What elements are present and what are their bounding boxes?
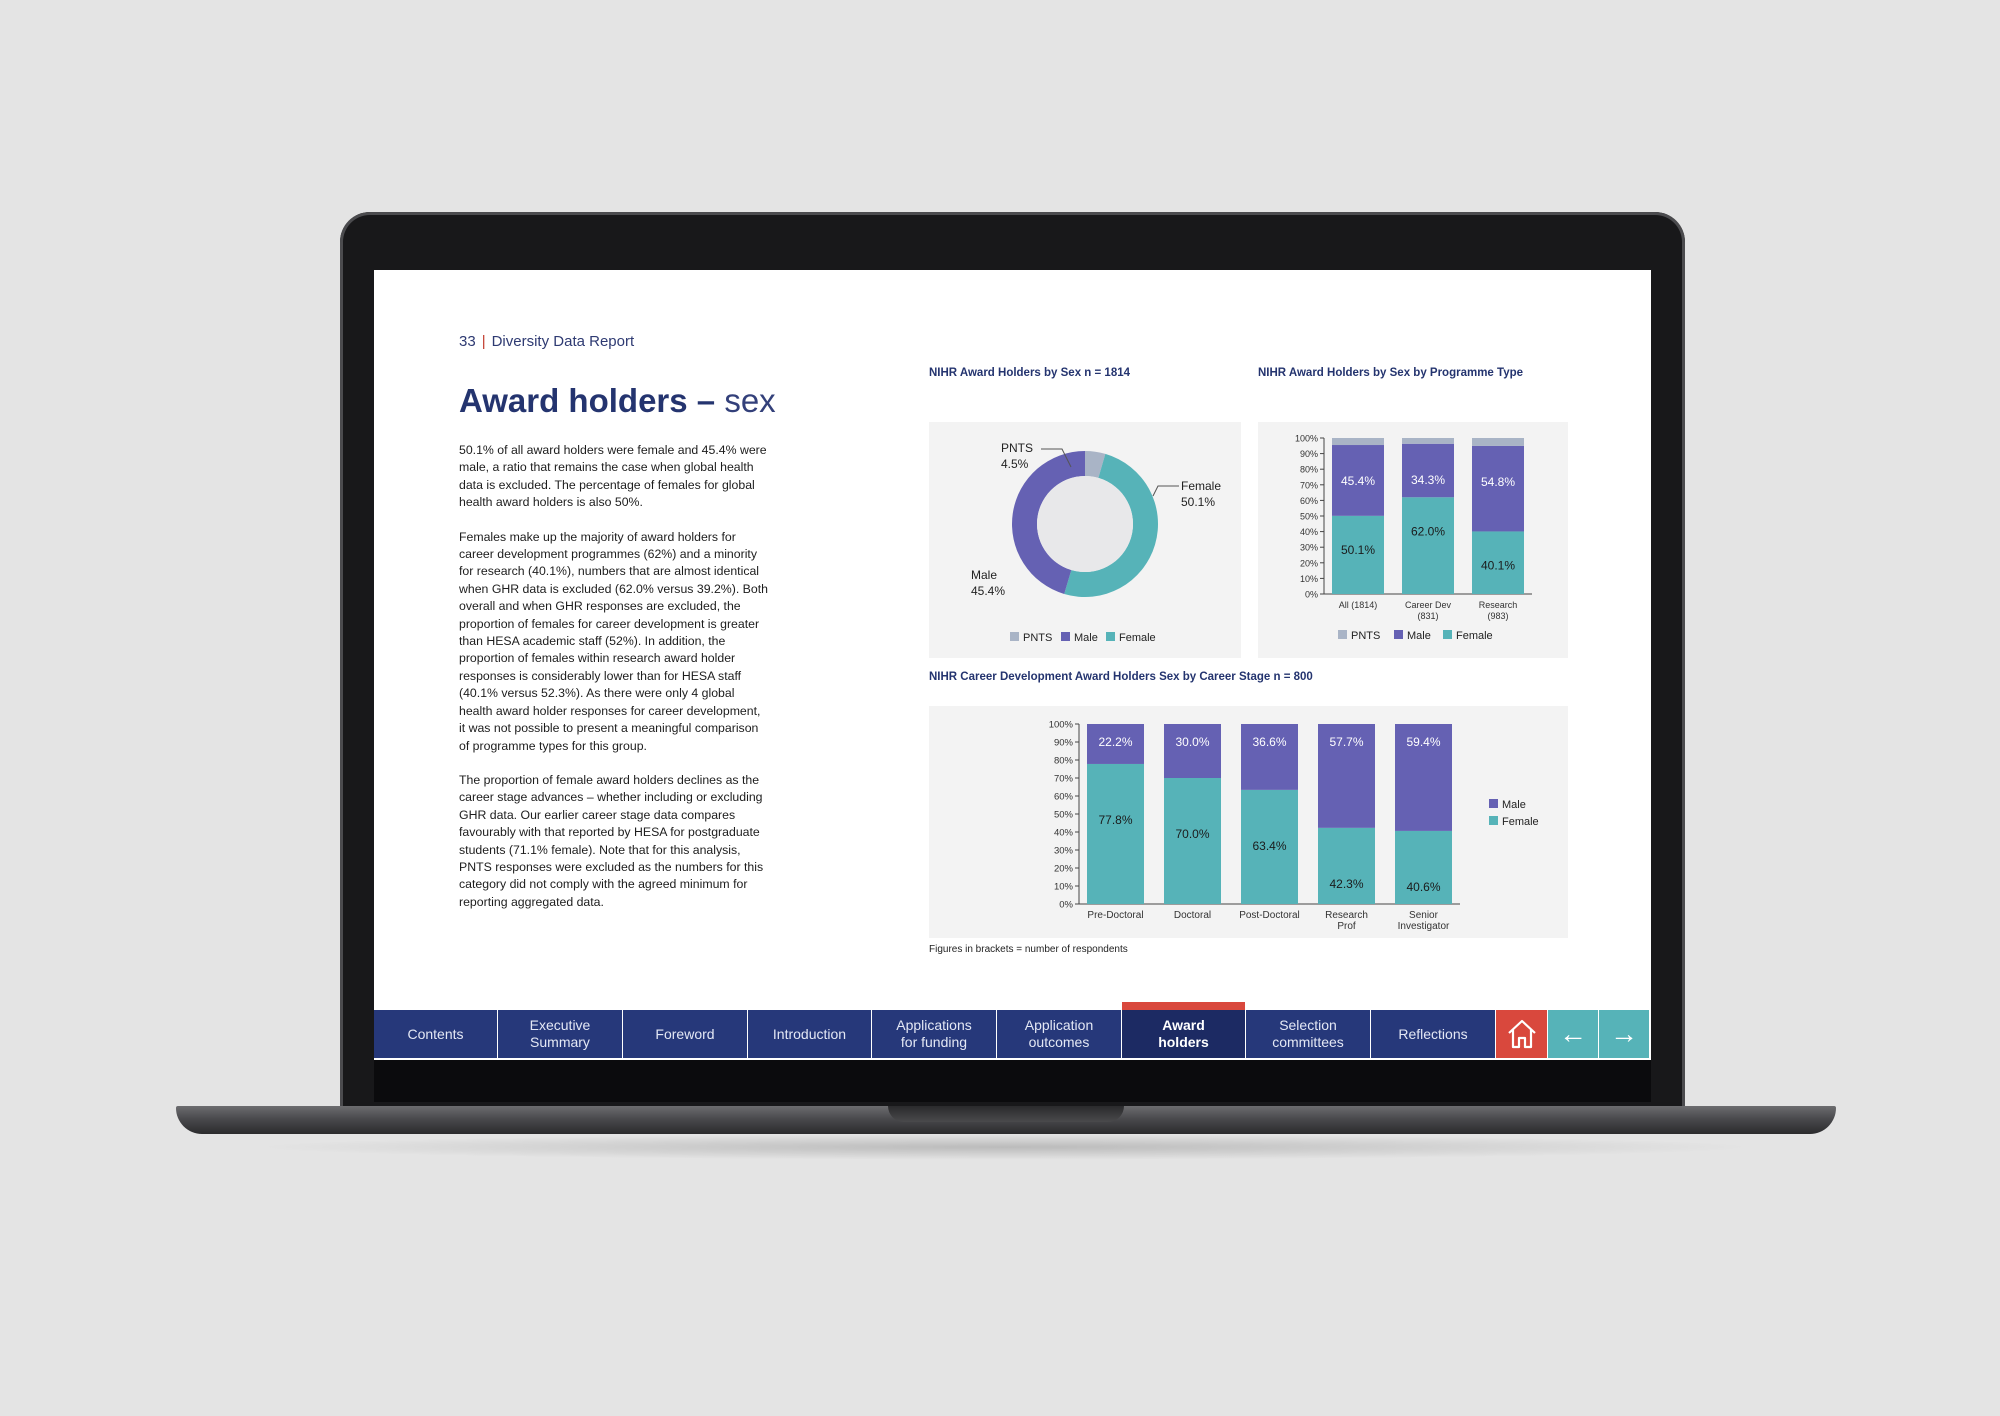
donut-chart bbox=[929, 422, 1241, 658]
body-text bbox=[459, 442, 769, 928]
x-category-label: Research bbox=[1478, 600, 1518, 610]
legend-swatch-pnts bbox=[1338, 630, 1347, 639]
career-chart bbox=[929, 706, 1568, 938]
x-category-label: Research bbox=[1325, 910, 1368, 921]
legend-label-female: Female bbox=[1502, 816, 1539, 828]
nav-selection-committees[interactable]: Selection committees bbox=[1246, 1010, 1371, 1058]
next-button[interactable] bbox=[1599, 1010, 1650, 1058]
page-title-main: Award holders – bbox=[459, 382, 716, 419]
y-tick-label: 100% bbox=[1294, 433, 1318, 444]
y-tick-label: 40% bbox=[1299, 527, 1318, 538]
header-separator: | bbox=[481, 333, 486, 350]
x-category-label: All (1814) bbox=[1338, 600, 1378, 610]
bar-value-label: 45.4% bbox=[1340, 474, 1376, 489]
bar-value-label: 40.1% bbox=[1480, 558, 1516, 573]
y-tick-label: 60% bbox=[1299, 495, 1318, 506]
bar-value-label: 50.1% bbox=[1340, 542, 1376, 557]
x-category-label: (831) bbox=[1417, 611, 1439, 621]
donut-value-male: 45.4% bbox=[971, 584, 1006, 598]
legend-swatch-male bbox=[1489, 799, 1498, 808]
y-tick-label: 30% bbox=[1299, 542, 1318, 553]
bar-segment-female bbox=[1087, 764, 1144, 904]
donut-value-female: 50.1% bbox=[1181, 495, 1216, 509]
home-icon bbox=[1505, 1018, 1539, 1050]
paragraph: 50.1% of all award holders were female and 45.4% were male, a ratio that remains the case when global health data is excluded. The percentage of females for global health award holders is also 50%. bbox=[459, 443, 767, 510]
bar-segment-female bbox=[1164, 778, 1221, 904]
bar-value-label: 70.0% bbox=[1175, 827, 1210, 841]
bar-value-label: 62.0% bbox=[1410, 524, 1446, 539]
legend-label-pnts: PNTS bbox=[1023, 632, 1053, 644]
career-chart-panel bbox=[929, 706, 1568, 938]
y-tick-label: 90% bbox=[1299, 449, 1318, 460]
laptop-notch bbox=[888, 1106, 1124, 1122]
donut-label-pnts: PNTS bbox=[1001, 441, 1034, 455]
arrow-right-icon: → bbox=[1610, 1018, 1638, 1049]
legend-label-male: Male bbox=[1407, 630, 1431, 642]
bar-segment-male bbox=[1402, 444, 1454, 498]
y-tick-label: 0% bbox=[1059, 899, 1073, 911]
legend-swatch-female bbox=[1443, 630, 1452, 639]
y-tick-label: 70% bbox=[1299, 480, 1318, 491]
y-tick-label: 40% bbox=[1053, 827, 1073, 839]
donut-label-female: Female bbox=[1181, 479, 1222, 493]
nav-executive-summary[interactable]: Executive Summary bbox=[498, 1010, 623, 1058]
bar-segment-pnts bbox=[1472, 438, 1524, 446]
footnote: Figures in brackets = number of respondents bbox=[929, 944, 1128, 955]
laptop-screen bbox=[374, 270, 1651, 1060]
legend-swatch-male bbox=[1394, 630, 1403, 639]
y-tick-label: 20% bbox=[1053, 863, 1073, 875]
x-category-label: Post-Doctoral bbox=[1239, 910, 1300, 921]
y-tick-label: 10% bbox=[1299, 573, 1318, 584]
y-tick-label: 30% bbox=[1053, 845, 1073, 857]
y-tick-label: 80% bbox=[1053, 755, 1073, 767]
nav-contents[interactable]: Contents bbox=[374, 1010, 498, 1058]
bar-value-label: 57.7% bbox=[1329, 735, 1364, 749]
y-tick-label: 80% bbox=[1299, 464, 1318, 475]
paragraph: Females make up the majority of award holders for career development programmes (62%) and a minority for research (40.1%), numbers that are almost identical when GHR data is excluded (62.0% versus 39.2%). Both overall and when GHR responses are excluded, the proportion of females for career development is greater than HESA academic staff (52%). In addition, the proportion of females within research award holder responses is considerably lower than for HESA staff (40.1% versus 52.3%). As there were only 4 global health award holder responses for career development, it was not possible to present a meaningful comparison of programme types for this group. bbox=[459, 529, 768, 753]
arrow-left-icon: ← bbox=[1559, 1018, 1587, 1049]
programme-chart bbox=[1258, 422, 1568, 658]
nav-award-holders[interactable]: Award holders bbox=[1122, 1010, 1246, 1058]
paragraph: The proportion of female award holders declines as the career stage advances – whether including or excluding GHR data. Our earlier career stage data compares favourably with that reported by HESA for postgraduate students (71.1% female). Note that for this analysis, PNTS responses were excluded as the numbers for this category did not comply with the agreed minimum for reporting aggregated data. bbox=[459, 772, 764, 909]
legend-swatch-pnts bbox=[1010, 632, 1019, 641]
x-category-label: Prof bbox=[1337, 921, 1356, 932]
bar-value-label: 36.6% bbox=[1252, 735, 1287, 749]
legend-label-female: Female bbox=[1119, 632, 1156, 644]
prev-button[interactable] bbox=[1548, 1010, 1599, 1058]
legend-swatch-female bbox=[1489, 816, 1498, 825]
bar-segment-pnts bbox=[1332, 438, 1384, 445]
x-category-label: Pre-Doctoral bbox=[1087, 910, 1144, 921]
y-tick-label: 20% bbox=[1299, 558, 1318, 569]
legend-label-pnts: PNTS bbox=[1351, 630, 1381, 642]
donut-value-pnts: 4.5% bbox=[1001, 457, 1029, 471]
laptop-shadow bbox=[250, 1134, 1760, 1160]
bar-segment-male bbox=[1164, 724, 1221, 778]
nav-foreword[interactable]: Foreword bbox=[623, 1010, 748, 1058]
bar-value-label: 54.8% bbox=[1480, 474, 1516, 489]
report-title: Diversity Data Report bbox=[491, 333, 635, 350]
page-title bbox=[459, 382, 776, 420]
bar-segment-female bbox=[1318, 828, 1375, 904]
y-tick-label: 10% bbox=[1053, 881, 1073, 893]
y-tick-label: 0% bbox=[1304, 589, 1318, 600]
nav-reflections[interactable]: Reflections bbox=[1371, 1010, 1496, 1058]
legend-swatch-female bbox=[1106, 632, 1115, 641]
y-tick-label: 50% bbox=[1299, 511, 1318, 522]
nav-introduction[interactable]: Introduction bbox=[748, 1010, 872, 1058]
x-category-label: (983) bbox=[1487, 611, 1509, 621]
legend-label-female: Female bbox=[1456, 630, 1493, 642]
home-button[interactable] bbox=[1496, 1010, 1548, 1058]
legend-swatch-male bbox=[1061, 632, 1070, 641]
x-category-label: Career Dev bbox=[1404, 600, 1452, 610]
career-chart-title: NIHR Career Development Award Holders Sex by Career Stage n = 800 bbox=[929, 671, 1313, 683]
programme-chart-title: NIHR Award Holders by Sex by Programme Type bbox=[1258, 367, 1524, 379]
donut-hole bbox=[1037, 476, 1133, 572]
bar-value-label: 59.4% bbox=[1406, 735, 1441, 749]
bar-value-label: 77.8% bbox=[1098, 812, 1133, 827]
bar-segment-female bbox=[1402, 497, 1454, 594]
programme-chart-panel bbox=[1258, 422, 1568, 658]
nav-applications-for-funding[interactable]: Applications for funding bbox=[872, 1010, 997, 1058]
donut-leader-line bbox=[1153, 486, 1179, 496]
y-tick-label: 60% bbox=[1053, 791, 1073, 803]
bar-value-label: 40.6% bbox=[1406, 879, 1441, 894]
y-tick-label: 50% bbox=[1053, 809, 1073, 821]
bar-segment-pnts bbox=[1402, 438, 1454, 444]
bar-value-label: 42.3% bbox=[1329, 876, 1364, 891]
y-tick-label: 70% bbox=[1053, 773, 1073, 785]
page-header bbox=[459, 333, 634, 350]
x-category-label: Investigator bbox=[1397, 921, 1450, 932]
screen-bezel-bottom bbox=[374, 1060, 1651, 1102]
bottom-nav bbox=[374, 1010, 1651, 1058]
donut-label-male: Male bbox=[971, 568, 998, 582]
x-category-label: Doctoral bbox=[1173, 910, 1212, 921]
x-category-label: Senior bbox=[1409, 910, 1438, 921]
bar-value-label: 63.4% bbox=[1252, 838, 1287, 853]
page-title-sub: sex bbox=[724, 382, 776, 419]
legend-label-male: Male bbox=[1502, 799, 1526, 811]
y-tick-label: 90% bbox=[1053, 737, 1073, 749]
bar-value-label: 22.2% bbox=[1098, 735, 1133, 749]
nav-application-outcomes[interactable]: Application outcomes bbox=[997, 1010, 1122, 1058]
donut-chart-panel bbox=[929, 422, 1241, 658]
legend-label-male: Male bbox=[1074, 632, 1098, 644]
bar-value-label: 30.0% bbox=[1175, 735, 1210, 749]
bar-value-label: 34.3% bbox=[1410, 472, 1446, 487]
donut-chart-title: NIHR Award Holders by Sex n = 1814 bbox=[929, 367, 1131, 379]
page-number: 33 bbox=[459, 333, 476, 350]
bar-segment-male bbox=[1241, 724, 1298, 790]
y-tick-label: 100% bbox=[1048, 719, 1073, 731]
